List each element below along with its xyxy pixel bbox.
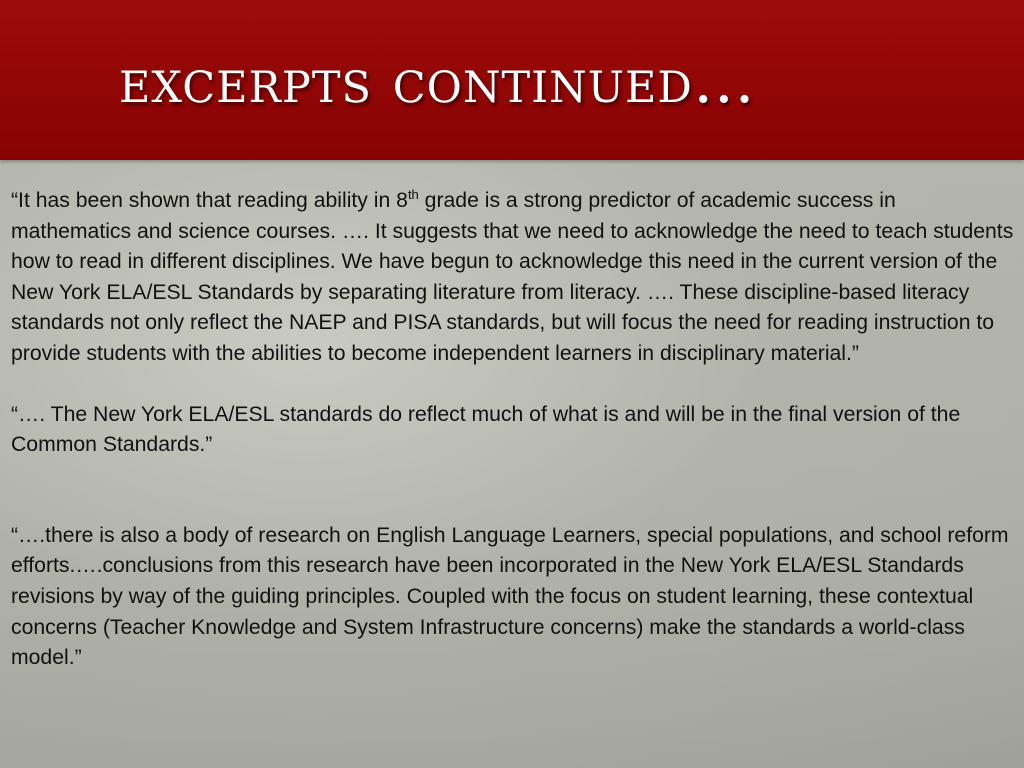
slide-title: excerpts continued…	[119, 44, 756, 117]
quote-common-standards: “…. The New York ELA/ESL standards do reflect much of what is and will be in the final version of the Common Standards.”	[11, 402, 961, 457]
quote-research: “….there is also a body of research on English Language Learners, special populations, and school reform efforts.….conclusions from this research have been incorporated in the New York ELA/ESL Standards revisions by way of the guiding principles. Coupled with the focus on student learning, these contextual concerns (Teacher Knowledge and System Infrastructure concerns) make the standards a world-class model.”	[11, 523, 1009, 670]
quote-reading-ability	[11, 186, 1016, 370]
quote-text-part: “It has been shown that reading ability in 8	[11, 189, 408, 212]
title-banner	[0, 0, 1024, 160]
quote-text-part: grade is a strong predictor of academic success in mathematics and science courses. …. It suggests that we need to acknowledge the need to teach students how to read in different disciplines. We have begun to acknowledge this need in the current version of the New York ELA/ESL Standards by separating literature from literacy. …. These discipline-based literacy standards not only reflect the NAEP and PISA standards, but will focus the need for reading instruction to provide students with the abilities to become independent learners in disciplinary material.”	[11, 189, 1014, 365]
ordinal-superscript: th	[407, 187, 419, 202]
slide-body	[11, 186, 1016, 674]
